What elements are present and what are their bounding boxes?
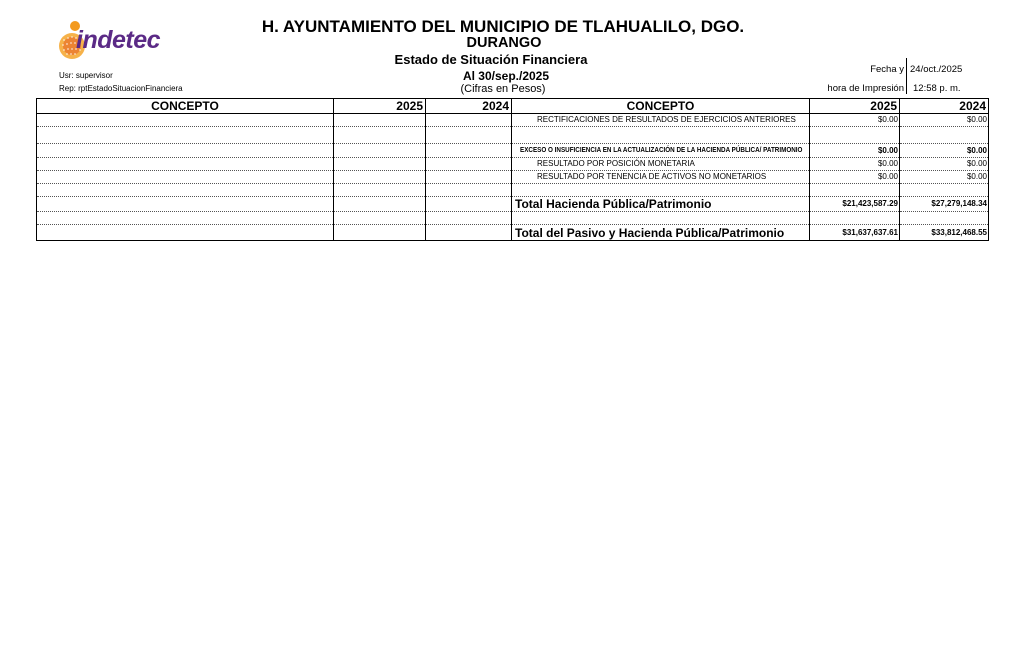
report-name: Estado de Situación Financiera <box>394 52 588 67</box>
row-value-2024: $0.00 <box>900 114 989 127</box>
table-row <box>37 127 989 144</box>
financial-position-table <box>36 98 989 241</box>
col-header-2024-left: 2024 <box>426 99 512 114</box>
row-value-2025 <box>810 127 900 144</box>
row-value-2024 <box>900 127 989 144</box>
row-concept <box>512 127 810 144</box>
table-row <box>37 212 989 225</box>
table-row <box>37 158 989 171</box>
report-id-label: Rep: rptEstadoSituacionFinanciera <box>59 84 183 93</box>
col-header-concepto-right: CONCEPTO <box>512 99 810 114</box>
state-title: DURANGO <box>466 35 542 51</box>
row-value-2024 <box>900 184 989 197</box>
user-label: Usr: supervisor <box>59 71 113 80</box>
table-row-total <box>37 197 989 212</box>
report-period: Al 30/sep./2025 <box>462 69 550 83</box>
row-concept <box>512 184 810 197</box>
table-row <box>37 184 989 197</box>
row-value-2025: $0.00 <box>810 171 900 184</box>
row-value-2024: $0.00 <box>900 144 989 158</box>
date-label: Fecha y <box>870 64 904 75</box>
row-concept: RECTIFICACIONES DE RESULTADOS DE EJERCICIOS ANTERIORES <box>512 114 810 127</box>
row-concept: RESULTADO POR TENENCIA DE ACTIVOS NO MONETARIOS <box>512 171 810 184</box>
total-hacienda-label: Total Hacienda Pública/Patrimonio <box>512 197 810 212</box>
municipality-title: H. AYUNTAMIENTO DEL MUNICIPIO DE TLAHUALILO, DGO. <box>261 17 745 36</box>
row-value-2025: $0.00 <box>810 144 900 158</box>
time-label: hora de Impresión <box>827 83 904 94</box>
row-value-2025: $0.00 <box>810 158 900 171</box>
date-value: 24/oct./2025 <box>910 64 963 75</box>
total-pasivo-hacienda-2025: $31,637,637.61 <box>810 225 900 241</box>
logo-text: indetec <box>76 26 161 54</box>
col-header-concepto-left: CONCEPTO <box>37 99 334 114</box>
total-pasivo-hacienda-label: Total del Pasivo y Hacienda Pública/Patrimonio <box>512 225 810 241</box>
row-concept <box>512 212 810 225</box>
time-value: 12:58 p. m. <box>913 83 961 94</box>
header-divider <box>906 58 907 94</box>
col-header-2025-right: 2025 <box>810 99 900 114</box>
row-concept: RESULTADO POR POSICIÓN MONETARIA <box>512 158 810 171</box>
row-value-2024 <box>900 212 989 225</box>
total-pasivo-hacienda-2024: $33,812,468.55 <box>900 225 989 241</box>
col-header-2025-left: 2025 <box>334 99 426 114</box>
total-hacienda-2024: $27,279,148.34 <box>900 197 989 212</box>
row-value-2025: $0.00 <box>810 114 900 127</box>
table-row <box>37 144 989 158</box>
row-concept-section: EXCESO O INSUFICIENCIA EN LA ACTUALIZACIÓN DE LA HACIENDA PÚBLICA/ PATRIMONIO <box>520 147 803 154</box>
col-header-2024-right: 2024 <box>900 99 989 114</box>
table-row-grand-total <box>37 225 989 241</box>
table-row <box>37 171 989 184</box>
report-units: (Cifras en Pesos) <box>460 83 546 95</box>
table-header-row <box>37 99 989 114</box>
table-row <box>37 114 989 127</box>
total-hacienda-2025: $21,423,587.29 <box>810 197 900 212</box>
row-value-2024: $0.00 <box>900 171 989 184</box>
row-value-2025 <box>810 212 900 225</box>
row-value-2024: $0.00 <box>900 158 989 171</box>
row-value-2025 <box>810 184 900 197</box>
